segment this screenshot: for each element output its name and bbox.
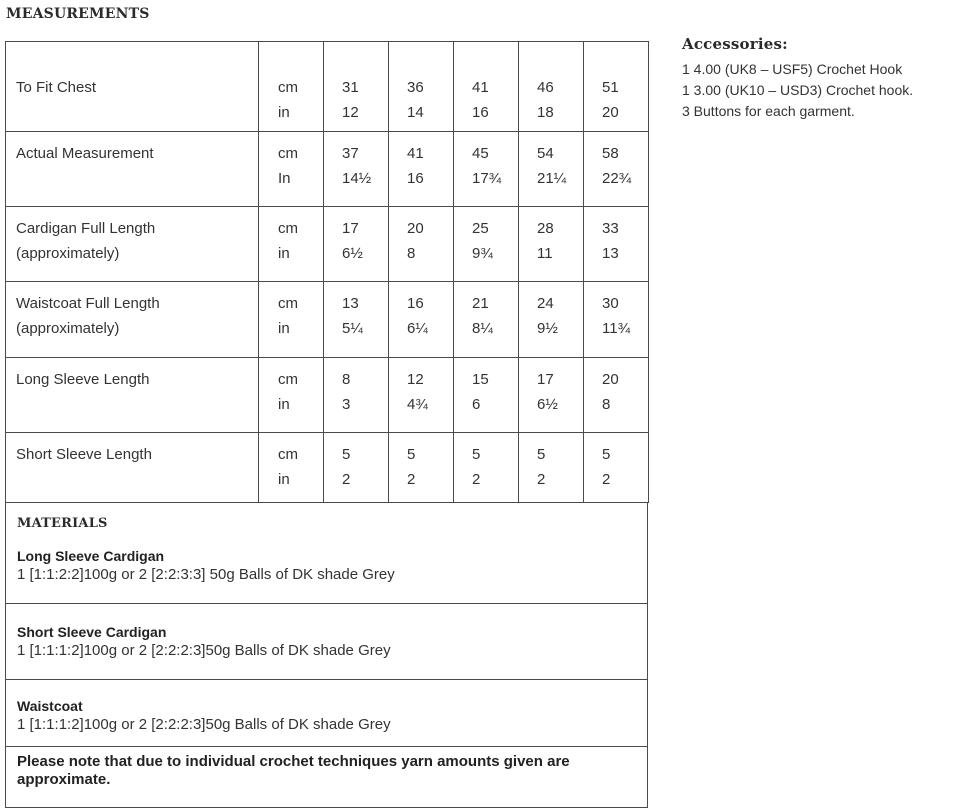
measure-row-long-sleeve [6, 358, 649, 433]
yarn-note: Please note that due to individual crochet techniques yarn amounts given are approximate. [17, 753, 570, 788]
row-label: Short Sleeve Length [6, 433, 259, 503]
accessories-heading: Accessories: [682, 35, 788, 53]
measurements-table [5, 41, 649, 503]
row-label: Cardigan Full Length (approximately) [6, 207, 259, 282]
value-cell: 25 9¾ [454, 207, 519, 282]
unit-cell: cm in [259, 358, 324, 433]
value-cell: 8 3 [324, 358, 389, 433]
value-cell: 5 2 [324, 433, 389, 503]
value-cell: 15 6 [454, 358, 519, 433]
measure-row-chest [6, 42, 649, 132]
unit-cell: cm In [259, 132, 324, 207]
value-cell: 51 20 [584, 42, 649, 132]
accessory-item: 1 3.00 (UK10 – USD3) Crochet hook. [682, 82, 914, 98]
accessory-item: 3 Buttons for each garment. [682, 103, 855, 119]
materials-section-long-sleeve [6, 502, 647, 604]
value-cell: 41 16 [389, 132, 454, 207]
value-cell: 30 11¾ [584, 282, 649, 358]
unit-cell: cm in [259, 433, 324, 503]
materials-heading: MATERIALS [17, 516, 108, 531]
accessories-block [682, 35, 913, 122]
row-label: To Fit Chest [6, 42, 259, 132]
unit-cell: cm in [259, 207, 324, 282]
value-cell: 20 8 [389, 207, 454, 282]
measure-row-actual [6, 132, 649, 207]
value-cell: 17 6½ [324, 207, 389, 282]
value-cell: 45 17¾ [454, 132, 519, 207]
material-description: 1 [1:1:2:2]100g or 2 [2:2:3:3] 50g Balls of DK shade Grey [17, 566, 395, 583]
value-cell: 28 11 [519, 207, 584, 282]
row-label: Long Sleeve Length [6, 358, 259, 433]
value-cell: 24 9½ [519, 282, 584, 358]
measure-row-cardigan-length [6, 207, 649, 282]
materials-box [5, 502, 648, 808]
value-cell: 46 18 [519, 42, 584, 132]
materials-section-short-sleeve [6, 604, 647, 680]
value-cell: 5 2 [389, 433, 454, 503]
materials-note-section [6, 747, 647, 807]
value-cell: 41 16 [454, 42, 519, 132]
value-cell: 5 2 [519, 433, 584, 503]
value-cell: 37 14½ [324, 132, 389, 207]
material-title: Long Sleeve Cardigan [17, 548, 165, 564]
value-cell: 17 6½ [519, 358, 584, 433]
material-title: Short Sleeve Cardigan [17, 624, 167, 640]
row-label: Actual Measurement [6, 132, 259, 207]
value-cell: 33 13 [584, 207, 649, 282]
value-cell: 5 2 [454, 433, 519, 503]
measure-row-waistcoat-length [6, 282, 649, 358]
measurements-heading: MEASUREMENTS [6, 6, 150, 22]
value-cell: 16 6¼ [389, 282, 454, 358]
material-description: 1 [1:1:1:2]100g or 2 [2:2:2:3]50g Balls of DK shade Grey [17, 716, 391, 733]
value-cell: 13 5¼ [324, 282, 389, 358]
value-cell: 12 4¾ [389, 358, 454, 433]
value-cell: 31 12 [324, 42, 389, 132]
value-cell: 5 2 [584, 433, 649, 503]
value-cell: 20 8 [584, 358, 649, 433]
measure-row-short-sleeve [6, 433, 649, 503]
value-cell: 36 14 [389, 42, 454, 132]
material-title: Waistcoat [17, 698, 83, 714]
value-cell: 54 21¼ [519, 132, 584, 207]
row-label: Waistcoat Full Length (approximately) [6, 282, 259, 358]
material-description: 1 [1:1:1:2]100g or 2 [2:2:2:3]50g Balls of DK shade Grey [17, 642, 391, 659]
accessory-item: 1 4.00 (UK8 – USF5) Crochet Hook [682, 61, 903, 77]
unit-cell: cm in [259, 42, 324, 132]
unit-cell: cm in [259, 282, 324, 358]
value-cell: 58 22¾ [584, 132, 649, 207]
materials-section-waistcoat [6, 680, 647, 747]
value-cell: 21 8¼ [454, 282, 519, 358]
